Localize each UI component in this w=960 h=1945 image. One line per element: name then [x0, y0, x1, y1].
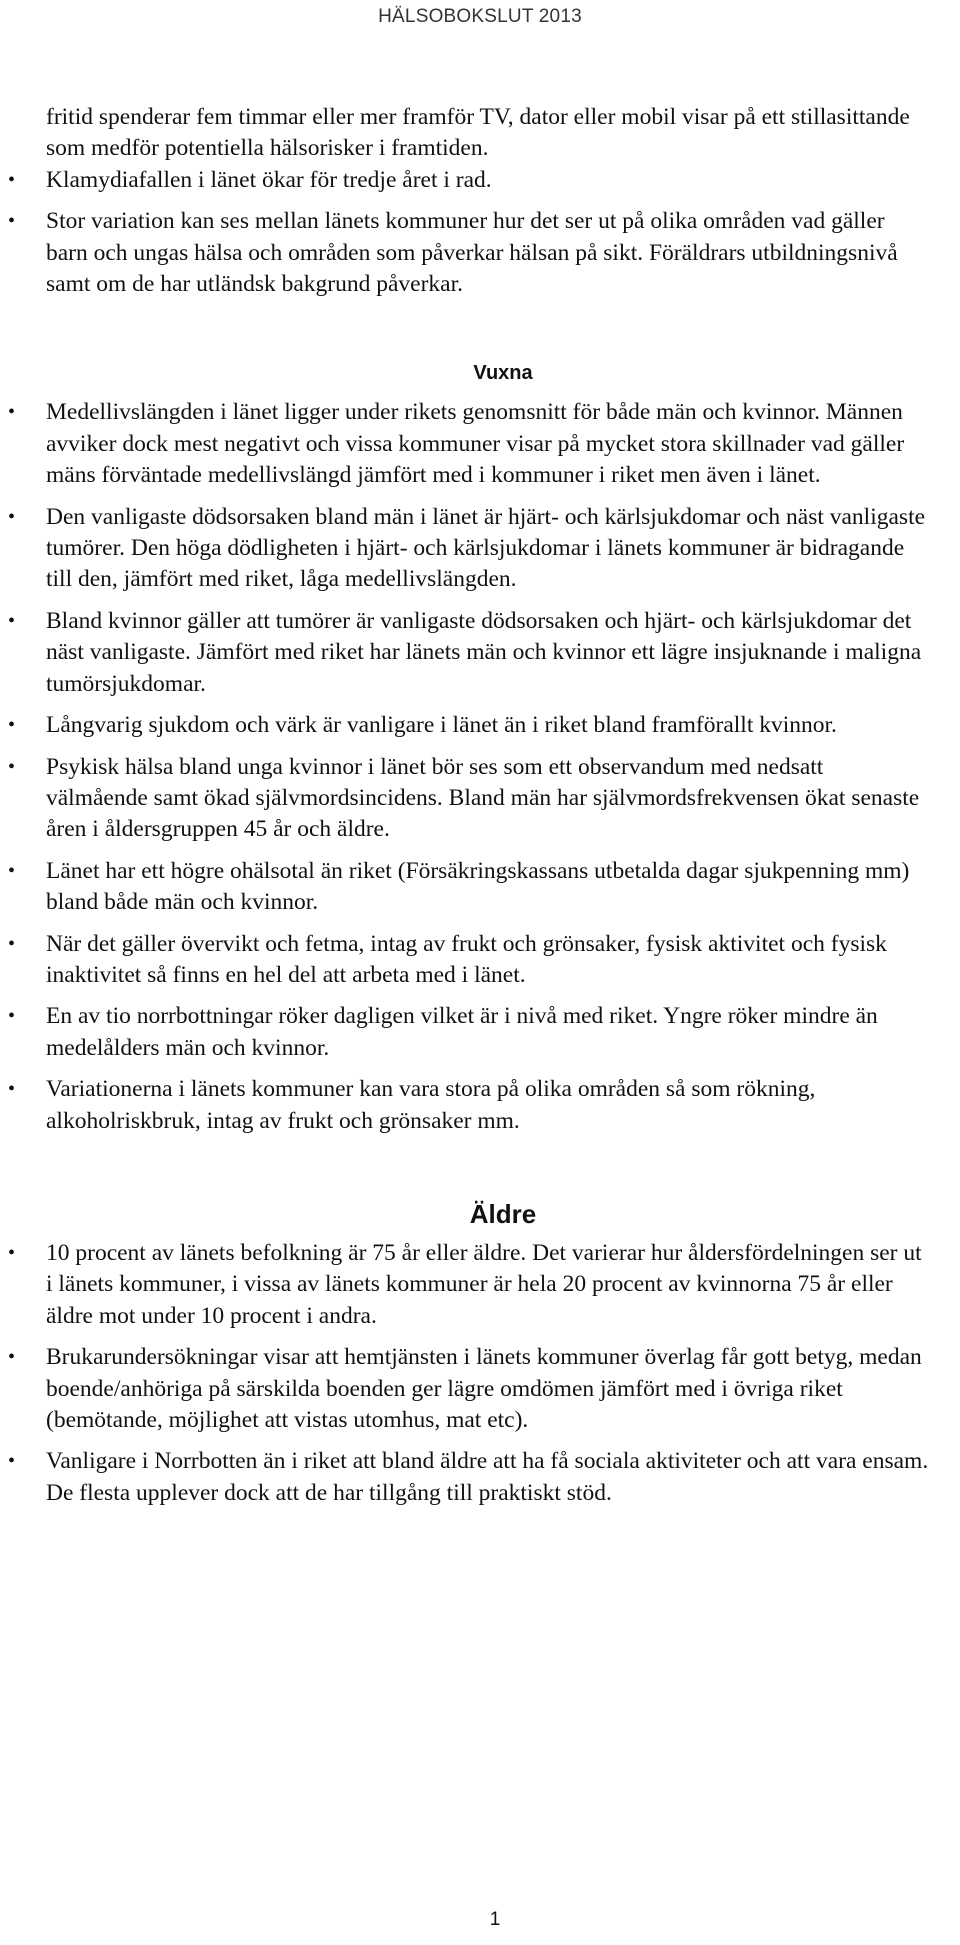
bullet-item-obesity: • När det gäller övervikt och fetma, intag av frukt och grönsaker, fysisk aktivitet och fysisk inaktivitet så finns en hel del att arbeta med i länet.	[0, 929, 960, 992]
bullet-item-user-surveys: • Brukarundersökningar visar att hemtjänsten i länets kommuner överlag får gott betyg, medan boende/anhöriga på särskilda boenden ger lägre omdömen jämfört med i övriga riket (bemötande, möjlighet att vistas utomhus, mat etc).	[0, 1342, 960, 1436]
page-number: 1	[489, 1909, 501, 1930]
bullet-item-mental-health: • Psykisk hälsa bland unga kvinnor i länet bör ses som ett observandum med nedsatt välmående samt ökad självmordsincidens. Bland män har självmordsfrekvensen ökat senaste åren i åldersgruppen 45 år och äldre.	[0, 752, 960, 846]
bullet-item-death-cause-women: • Bland kvinnor gäller att tumörer är vanligaste dödsorsaken och hjärt- och kärlsjukdomar det näst vanligaste. Jämfört med riket har länets män och kvinnor ett lägre insjuknande i maligna tumörsjukdomar.	[0, 606, 960, 700]
bullet-item-life-expectancy: • Medellivslängden i länet ligger under rikets genomsnitt för både män och kvinnor. Männen avviker dock mest negativt och vissa kommuner visar på mycket stora skillnader vad gäller mäns förväntade medellivslängd jämfört med i kommuner i riket men även i länet.	[0, 397, 960, 491]
bullet-item-variations: • Variationerna i länets kommuner kan vara stora på olika områden så som rökning, alkoholriskbruk, intag av frukt och grönsaker mm.	[0, 1074, 960, 1137]
document-body	[0, 102, 960, 1519]
page-header: HÄLSOBOKSLUT 2013	[378, 6, 582, 27]
bullet-item-elderly-share: • 10 procent av länets befolkning är 75 år eller äldre. Det varierar hur åldersfördelningen ser ut i länets kommuner, i vissa av länets kommuner är hela 20 procent av kvinnorna 75 år eller äldre mot under 10 procent i andra.	[0, 1238, 960, 1332]
section-heading-vuxna: Vuxna	[473, 362, 533, 385]
bullet-item-smoking: • En av tio norrbottningar röker dagligen vilket är i nivå med riket. Yngre röker mindre än medelålders män och kvinnor.	[0, 1001, 960, 1064]
bullet-item-death-cause-men: • Den vanligaste dödsorsaken bland män i länet är hjärt- och kärlsjukdomar och näst vanligaste tumörer. Den höga dödligheten i hjärt- och kärlsjukdomar i länets kommuner är bidragande till den, jämfört med riket, låga medellivslängden.	[0, 502, 960, 596]
bullet-item-chlamydia: • Klamydiafallen i länet ökar för tredje året i rad.	[0, 165, 960, 196]
section-heading-aldre: Äldre	[469, 1198, 537, 1229]
continued-paragraph: fritid spenderar fem timmar eller mer framför TV, dator eller mobil visar på ett stillasittande som medför potentiella hälsorisker i framtiden.	[46, 104, 910, 162]
bullet-item-social-activities: • Vanligare i Norrbotten än i riket att bland äldre att ha få sociala aktiviteter och att vara ensam. De flesta upplever dock att de har tillgång till praktiskt stöd.	[0, 1446, 960, 1509]
bullet-item-municipal-variation: • Stor variation kan ses mellan länets kommuner hur det ser ut på olika områden vad gäller barn och ungas hälsa och områden som påverkar hälsan på sikt. Föräldrars utbildningsnivå samt om de har utländsk bakgrund påverkar.	[0, 206, 960, 300]
bullet-item-long-term-illness: • Långvarig sjukdom och värk är vanligare i länet än i riket bland framförallt kvinnor.	[0, 710, 960, 741]
bullet-item-sick-rate: • Länet har ett högre ohälsotal än riket (Försäkringskassans utbetalda dagar sjukpenning mm) bland både män och kvinnor.	[0, 856, 960, 919]
